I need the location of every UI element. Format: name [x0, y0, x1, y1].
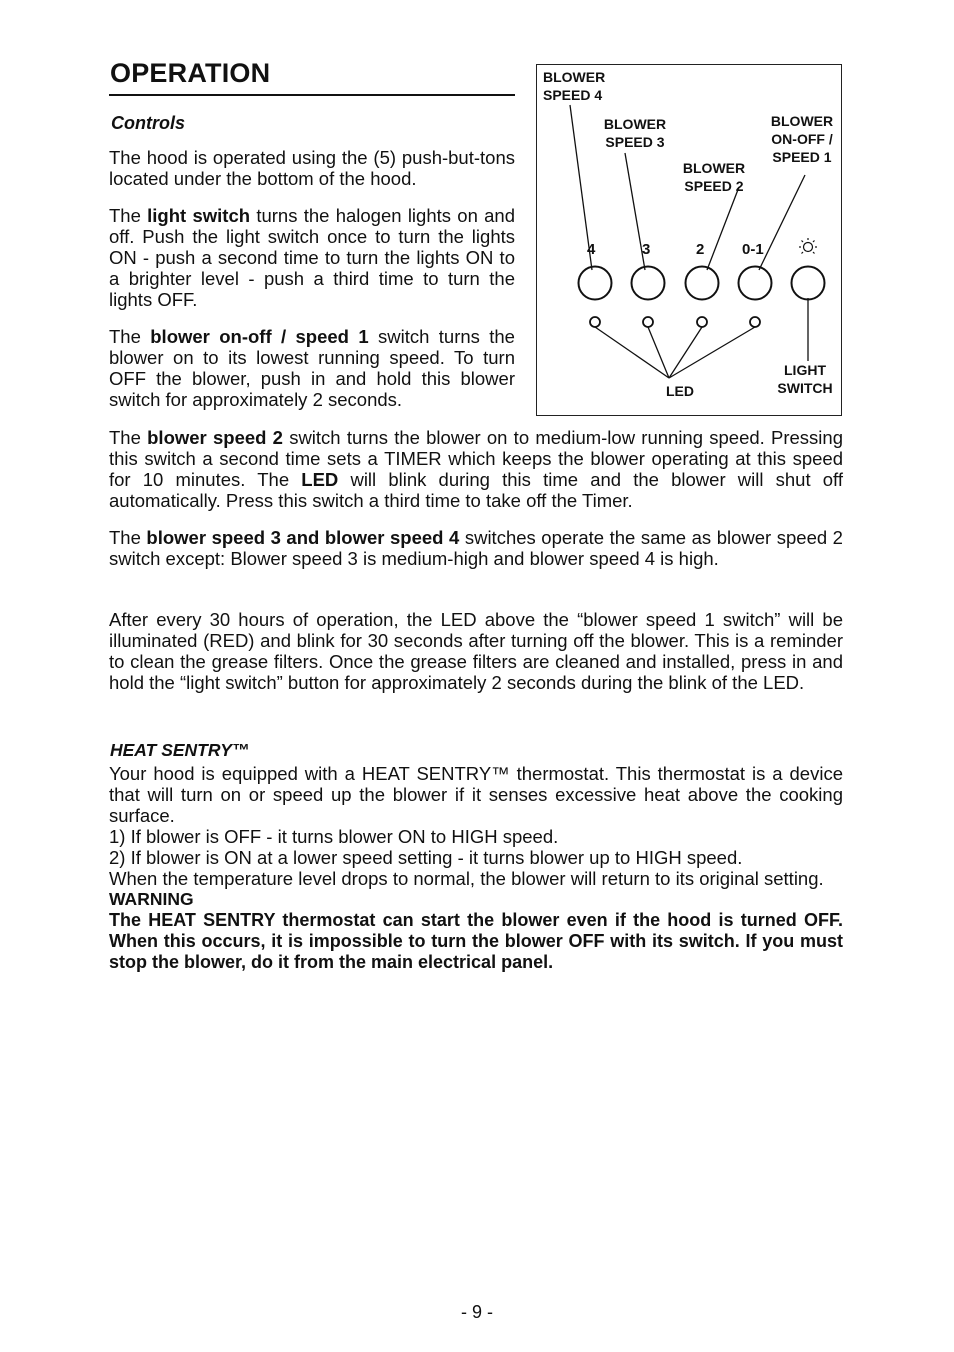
label-blower-speed-2: BLOWER SPEED 2 — [682, 160, 746, 194]
onoff-paragraph — [109, 326, 515, 410]
heat-sentry-item-2: 2) If blower is ON at a lower speed setting - it turns blower up to HIGH speed. — [109, 847, 743, 868]
title-underline — [109, 94, 515, 96]
text-run: The — [109, 527, 147, 548]
text-run: switch turns the blower on to medium-low running speed. Pressing this switch a second time sets a TIMER which keeps the blower operating at this speed for 10 minutes. The — [109, 427, 843, 490]
led-line-3 — [669, 327, 702, 378]
warning-text: The HEAT SENTRY thermostat can start the blower even if the hood is turned OFF. When this occurs, it is impossible to turn the blower OFF with its switch. If you must stop the blower, do it from the main electrical panel. — [109, 910, 843, 972]
button-number-2: 2 — [696, 241, 705, 258]
led-speed3 — [643, 317, 653, 327]
leader-speed2 — [707, 187, 739, 270]
button-speed1 — [739, 267, 772, 300]
button-number-3: 3 — [642, 241, 651, 258]
button-speed3 — [632, 267, 665, 300]
intro-paragraph: The hood is operated using the (5) push-but-tons located under the bottom of the hood. — [109, 147, 515, 189]
page-title: OPERATION — [110, 58, 271, 88]
speed34-paragraph — [109, 527, 843, 569]
label-light-switch: LIGHT SWITCH — [777, 362, 833, 396]
heat-sentry-intro: Your hood is equipped with a HEAT SENTRY™ thermostat. This thermostat is a device that will turn on or speed up the blower if it senses excessive heat above the cooking surface. — [109, 763, 843, 826]
label-blower-speed-3: BLOWER SPEED 3 — [603, 116, 667, 150]
heat-sentry-heading: HEAT SENTRY™ — [110, 740, 250, 760]
bold-term: light switch — [147, 205, 251, 226]
led-speed2 — [697, 317, 707, 327]
label-blower-onoff-speed-1: BLOWER ON-OFF / SPEED 1 — [770, 113, 834, 165]
label-blower-speed-4 — [543, 68, 619, 104]
text-run: switch turns the blower on to its lowest running speed. To turn OFF the blower, push in and hold this blower switch for approximately 2 seconds. — [109, 326, 515, 410]
bold-term: blower speed 3 and blower speed 4 — [146, 527, 460, 548]
text-run: The — [109, 427, 148, 448]
button-speed2 — [686, 267, 719, 300]
leader-speed1 — [759, 175, 805, 270]
bold-term: LED — [301, 469, 339, 490]
heat-sentry-return: When the temperature level drops to normal, the blower will return to its original setting. — [109, 868, 824, 889]
button-speed4 — [579, 267, 612, 300]
text-run: The — [109, 326, 151, 347]
warning-heading: WARNING — [109, 889, 194, 909]
label-led: LED — [666, 383, 694, 399]
light-switch-paragraph — [109, 205, 515, 310]
label-text: BLOWER SPEED 4 — [543, 69, 606, 103]
filter-reminder-paragraph: After every 30 hours of operation, the LED above the “blower speed 1 switch” will be illuminated (RED) and blink for 30 seconds after turning off the blower. This is a reminder to clean the grease filters. Once the grease filters are cleaned and installed, press in and hold the “light switch” button for approximately 2 seconds during the blink of the LED. — [109, 609, 843, 693]
controls-diagram — [536, 64, 842, 416]
led-line-4 — [669, 327, 755, 378]
controls-subheading: Controls — [111, 113, 185, 133]
speed2-paragraph — [109, 427, 843, 511]
page-number: - 9 - — [460, 1302, 493, 1322]
bold-term: blower on-off / speed 1 — [150, 326, 369, 347]
button-number-0-1: 0-1 — [742, 241, 764, 258]
bold-term: blower speed 2 — [147, 427, 283, 448]
text-run: switches operate the same as blower speed 2 switch except: Blower speed 3 is medium-high and blower speed 4 is high. — [109, 527, 843, 569]
text-run: turns the halogen lights on and off. Push the light switch once to turn the lights ON - push a second time to turn the lights ON to a brighter level - push a third time to turn the lights OFF. — [109, 205, 515, 310]
button-light — [792, 267, 825, 300]
heat-sentry-item-1: 1) If blower is OFF - it turns blower ON to HIGH speed. — [109, 826, 559, 847]
text-run: The — [109, 205, 148, 226]
heat-sentry-section — [109, 763, 843, 973]
led-speed1 — [750, 317, 760, 327]
led-speed4 — [590, 317, 600, 327]
light-bulb-icon — [799, 238, 817, 254]
text-run: will blink during this time and the blower will shut off automatically. Press this switch a third time to take off the Timer. — [109, 469, 843, 511]
button-number-4: 4 — [587, 241, 596, 258]
